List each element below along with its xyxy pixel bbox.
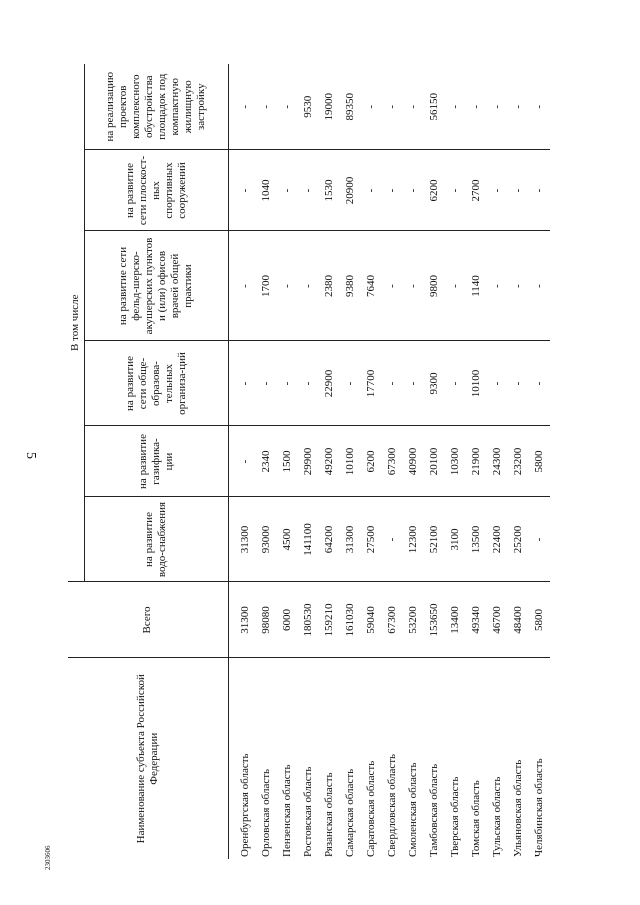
amount-cell: 49200 bbox=[319, 426, 340, 497]
amount-cell: 6200 bbox=[424, 150, 445, 231]
amount-cell: - bbox=[529, 341, 550, 426]
amount-cell: 19000 bbox=[319, 64, 340, 150]
region-name: Саратовская область bbox=[364, 760, 377, 857]
amount-cell: 59040 bbox=[361, 582, 382, 658]
amount-cell: - bbox=[529, 497, 550, 582]
amount-cell: 1040 bbox=[256, 150, 277, 231]
amount-cell: 1530 bbox=[319, 150, 340, 231]
region-name: Ульяновская область bbox=[511, 759, 524, 857]
amount-cell: - bbox=[382, 231, 403, 341]
table-row bbox=[466, 64, 487, 859]
amount-cell: - bbox=[529, 231, 550, 341]
amount-cell: 9800 bbox=[424, 231, 445, 341]
amount-cell: - bbox=[228, 64, 256, 150]
amount-cell: 56150 bbox=[424, 64, 445, 150]
amount-cell: 29900 bbox=[298, 426, 319, 497]
amount-cell: - bbox=[487, 64, 508, 150]
table-row bbox=[487, 64, 508, 859]
amount-cell: - bbox=[277, 64, 298, 150]
amount-cell: 159210 bbox=[319, 582, 340, 658]
amount-cell: 12300 bbox=[403, 497, 424, 582]
budget-table bbox=[68, 64, 550, 859]
amount-cell: 6200 bbox=[361, 426, 382, 497]
amount-cell: 10300 bbox=[445, 426, 466, 497]
region-name: Тульская область bbox=[490, 776, 503, 857]
amount-cell: 31300 bbox=[228, 497, 256, 582]
amount-cell: - bbox=[403, 64, 424, 150]
amount-cell: 89350 bbox=[340, 64, 361, 150]
amount-cell: - bbox=[445, 64, 466, 150]
amount-cell: 141100 bbox=[298, 497, 319, 582]
amount-cell: - bbox=[256, 64, 277, 150]
amount-cell: - bbox=[529, 150, 550, 231]
amount-cell: - bbox=[256, 341, 277, 426]
amount-cell: 3100 bbox=[445, 497, 466, 582]
table-row bbox=[445, 64, 466, 859]
amount-cell: 2700 bbox=[466, 150, 487, 231]
amount-cell: - bbox=[403, 341, 424, 426]
amount-cell: 9530 bbox=[298, 64, 319, 150]
region-name: Смоленская область bbox=[406, 762, 419, 857]
region-name: Тверская область bbox=[448, 776, 461, 857]
amount-cell: - bbox=[466, 64, 487, 150]
amount-cell: 93000 bbox=[256, 497, 277, 582]
amount-cell: 13500 bbox=[466, 497, 487, 582]
amount-cell: 64200 bbox=[319, 497, 340, 582]
table-header bbox=[68, 64, 228, 859]
table-row bbox=[403, 64, 424, 859]
amount-cell: 5800 bbox=[529, 582, 550, 658]
region-name: Оренбургская область bbox=[238, 753, 251, 857]
amount-cell: 180530 bbox=[298, 582, 319, 658]
amount-cell: 21900 bbox=[466, 426, 487, 497]
amount-cell: 17700 bbox=[361, 341, 382, 426]
region-name: Рязанская область bbox=[322, 772, 335, 857]
amount-cell: - bbox=[340, 341, 361, 426]
amount-cell: - bbox=[298, 341, 319, 426]
amount-cell: - bbox=[529, 64, 550, 150]
amount-cell: 98080 bbox=[256, 582, 277, 658]
header-gasification: на развитие газифика-ции bbox=[84, 426, 228, 497]
amount-cell: 2380 bbox=[319, 231, 340, 341]
table-row bbox=[319, 64, 340, 859]
amount-cell: - bbox=[403, 150, 424, 231]
amount-cell: 67300 bbox=[382, 582, 403, 658]
amount-cell: 22400 bbox=[487, 497, 508, 582]
table-row bbox=[508, 64, 529, 859]
amount-cell: - bbox=[228, 341, 256, 426]
amount-cell: 1140 bbox=[466, 231, 487, 341]
table-row bbox=[277, 64, 298, 859]
amount-cell: 1700 bbox=[256, 231, 277, 341]
header-subject-name: Наименование субъекта Российской Федерации bbox=[68, 658, 228, 859]
amount-cell: - bbox=[508, 231, 529, 341]
table-row bbox=[340, 64, 361, 859]
amount-cell: - bbox=[228, 231, 256, 341]
region-name: Свердловская область bbox=[385, 753, 398, 857]
amount-cell: - bbox=[382, 150, 403, 231]
amount-cell: 52100 bbox=[424, 497, 445, 582]
amount-cell: 48400 bbox=[508, 582, 529, 658]
region-name: Пензенская область bbox=[280, 764, 293, 857]
amount-cell: 9300 bbox=[424, 341, 445, 426]
region-name: Тамбовская область bbox=[427, 763, 440, 857]
amount-cell: 10100 bbox=[340, 426, 361, 497]
amount-cell: 31300 bbox=[340, 497, 361, 582]
amount-cell: 27500 bbox=[361, 497, 382, 582]
amount-cell: 5800 bbox=[529, 426, 550, 497]
header-including: В том числе bbox=[68, 64, 84, 582]
amount-cell: - bbox=[277, 231, 298, 341]
amount-cell: 20100 bbox=[424, 426, 445, 497]
amount-cell: - bbox=[382, 341, 403, 426]
amount-cell: 9380 bbox=[340, 231, 361, 341]
amount-cell: - bbox=[228, 426, 256, 497]
amount-cell: - bbox=[228, 150, 256, 231]
amount-cell: - bbox=[487, 341, 508, 426]
amount-cell: 2340 bbox=[256, 426, 277, 497]
amount-cell: - bbox=[298, 231, 319, 341]
amount-cell: - bbox=[382, 497, 403, 582]
amount-cell: - bbox=[445, 231, 466, 341]
amount-cell: 7640 bbox=[361, 231, 382, 341]
table-body bbox=[228, 64, 550, 859]
table-row bbox=[361, 64, 382, 859]
document-code: 2303606 bbox=[44, 845, 52, 870]
amount-cell: 31300 bbox=[228, 582, 256, 658]
amount-cell: - bbox=[508, 341, 529, 426]
budget-table-rotated bbox=[68, 64, 550, 859]
amount-cell: - bbox=[508, 150, 529, 231]
amount-cell: 67300 bbox=[382, 426, 403, 497]
amount-cell: 20900 bbox=[340, 150, 361, 231]
amount-cell: - bbox=[277, 341, 298, 426]
amount-cell: 24300 bbox=[487, 426, 508, 497]
amount-cell: 1500 bbox=[277, 426, 298, 497]
amount-cell: 153650 bbox=[424, 582, 445, 658]
amount-cell: 25200 bbox=[508, 497, 529, 582]
region-name: Самарская область bbox=[343, 768, 356, 857]
region-name: Томская область bbox=[469, 780, 482, 857]
amount-cell: - bbox=[382, 64, 403, 150]
region-name: Челябинская область bbox=[532, 758, 545, 857]
table-row bbox=[228, 64, 256, 859]
amount-cell: - bbox=[487, 231, 508, 341]
header-water-supply: на развитие водо-снабжения bbox=[84, 497, 228, 582]
amount-cell: 22900 bbox=[319, 341, 340, 426]
amount-cell: 40900 bbox=[403, 426, 424, 497]
amount-cell: - bbox=[403, 231, 424, 341]
amount-cell: 23200 bbox=[508, 426, 529, 497]
table-row bbox=[424, 64, 445, 859]
table-row bbox=[382, 64, 403, 859]
amount-cell: - bbox=[361, 150, 382, 231]
amount-cell: - bbox=[277, 150, 298, 231]
amount-cell: - bbox=[298, 150, 319, 231]
amount-cell: 46700 bbox=[487, 582, 508, 658]
header-housing-projects: на реализацию проектов комплексного обустройства площадок под компактную жилищную застройку bbox=[84, 64, 228, 150]
amount-cell: - bbox=[487, 150, 508, 231]
table-row bbox=[256, 64, 277, 859]
header-medical-points: на развитие сети фельд-шерско-акушерских пунктов и (или) офисов врачей общей практики bbox=[84, 231, 228, 341]
amount-cell: - bbox=[508, 64, 529, 150]
amount-cell: 53200 bbox=[403, 582, 424, 658]
amount-cell: - bbox=[361, 64, 382, 150]
region-name: Ростовская область bbox=[301, 766, 314, 857]
amount-cell: - bbox=[445, 150, 466, 231]
amount-cell: 10100 bbox=[466, 341, 487, 426]
header-schools: на развитие сети обще-образова-тельных организа-ций bbox=[84, 341, 228, 426]
page-number: 5 bbox=[23, 452, 38, 459]
amount-cell: 4500 bbox=[277, 497, 298, 582]
amount-cell: 13400 bbox=[445, 582, 466, 658]
amount-cell: - bbox=[445, 341, 466, 426]
amount-cell: 49340 bbox=[466, 582, 487, 658]
amount-cell: 161030 bbox=[340, 582, 361, 658]
header-total: Всего bbox=[68, 582, 228, 658]
region-name: Орловская область bbox=[259, 768, 272, 857]
table-row bbox=[529, 64, 550, 859]
table-row bbox=[298, 64, 319, 859]
header-sports-facilities: на развитие сети плоскост-ных спортивных сооружений bbox=[84, 150, 228, 231]
amount-cell: 6000 bbox=[277, 582, 298, 658]
